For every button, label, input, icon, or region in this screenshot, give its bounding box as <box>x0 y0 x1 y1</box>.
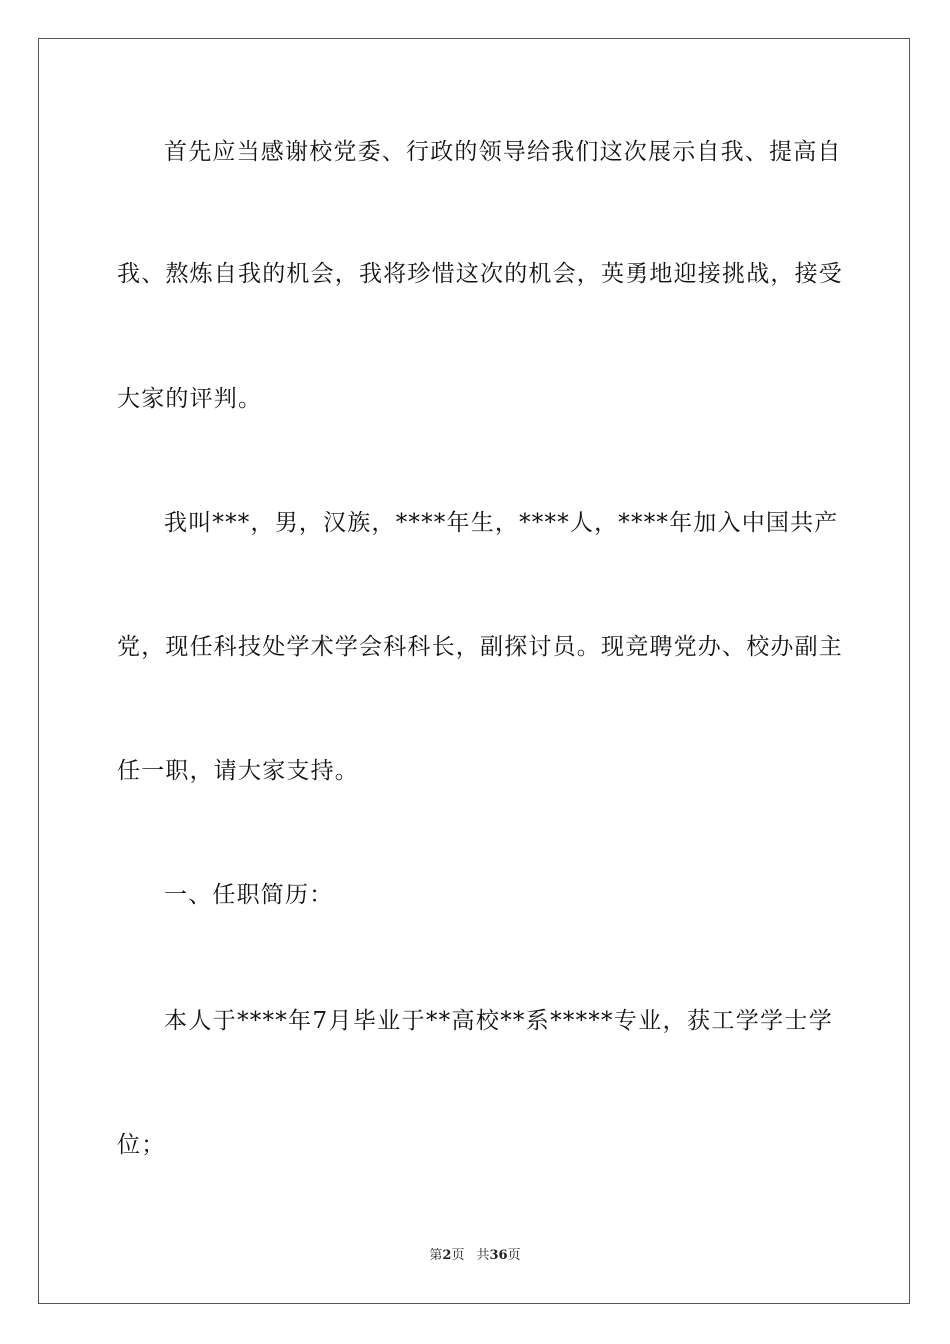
paragraph-1-line-1: 首先应当感谢校党委、行政的领导给我们这次展示自我、提高自 <box>164 139 842 165</box>
footer-total-pages: 36 <box>489 1248 508 1263</box>
paragraph-3-line-2: 位； <box>117 1132 166 1158</box>
section-heading: 一、任职简历： <box>164 882 334 908</box>
paragraph-3-line-1: 本人于****年7月毕业于**高校**系*****专业，获工学学士学 <box>164 1008 833 1034</box>
paragraph-2-line-3: 任一职，请大家支持。 <box>117 758 359 784</box>
paragraph-2-line-2: 党，现任科技处学术学会科科长，副探讨员。现竞聘党办、校办副主 <box>117 634 843 660</box>
page-footer <box>0 1247 950 1265</box>
footer-total-suffix: 页 <box>507 1248 521 1263</box>
footer-page-prefix: 第 <box>429 1248 443 1263</box>
paragraph-1-line-3: 大家的评判。 <box>117 386 263 412</box>
footer-page-number: 2 <box>442 1248 452 1263</box>
paragraph-2-line-1: 我叫***，男，汉族，****年生，****人，****年加入中国共产 <box>164 510 839 536</box>
page-frame <box>38 38 910 1304</box>
paragraph-1-line-2: 我、熬炼自我的机会，我将珍惜这次的机会，英勇地迎接挑战，接受 <box>117 261 843 287</box>
footer-page-suffix: 页 <box>451 1248 465 1263</box>
footer-total-prefix: 共 <box>476 1248 490 1263</box>
